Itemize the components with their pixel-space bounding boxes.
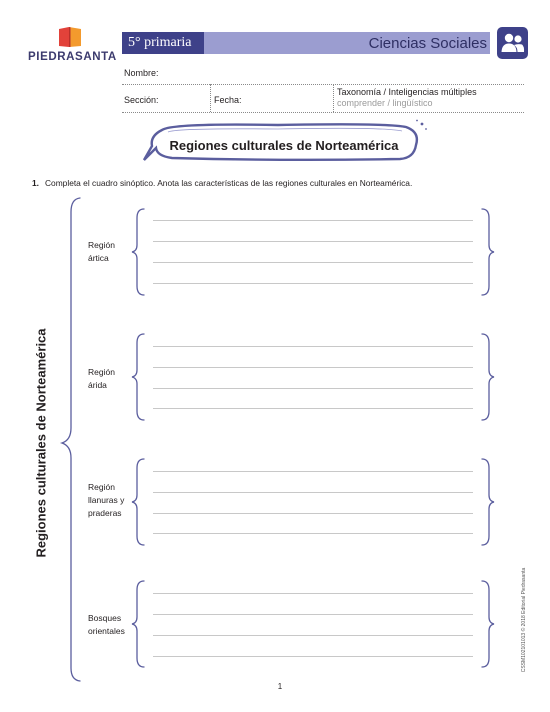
answer-line[interactable] bbox=[153, 635, 473, 636]
worksheet-title: Regiones culturales de Norteamérica bbox=[169, 138, 399, 153]
region-label-arid bbox=[88, 366, 148, 392]
region-label-line: Región bbox=[88, 367, 115, 377]
copyright-notice: CSSM102101013 © 2018 Editorial Piedrasanta bbox=[521, 567, 527, 673]
right-brace-forests bbox=[482, 581, 494, 667]
region-label-line: Bosques bbox=[88, 613, 122, 623]
answer-line[interactable] bbox=[153, 513, 473, 514]
answer-line[interactable] bbox=[153, 593, 473, 594]
region-label-line: llanuras y bbox=[88, 495, 125, 505]
answer-line[interactable] bbox=[153, 614, 473, 615]
answer-line[interactable] bbox=[153, 220, 473, 221]
region-label-plains bbox=[88, 481, 148, 520]
right-brace-plains bbox=[482, 459, 494, 545]
name-label: Nombre: bbox=[124, 68, 159, 78]
instruction-text: Completa el cuadro sinóptico. Anota las características de las regiones culturales en Norteamérica. bbox=[45, 178, 413, 188]
main-brace bbox=[62, 198, 80, 681]
answer-line[interactable] bbox=[153, 241, 473, 242]
region-label-line: praderas bbox=[88, 508, 122, 518]
region-label-line: Región bbox=[88, 482, 115, 492]
section-label: Sección: bbox=[124, 95, 159, 105]
right-brace-arctic bbox=[482, 209, 494, 295]
region-label-line: ártica bbox=[88, 253, 109, 263]
instruction-number: 1. bbox=[32, 178, 39, 188]
answer-line[interactable] bbox=[153, 656, 473, 657]
taxonomy-subtitle: comprender / lingüístico bbox=[337, 98, 433, 108]
answer-line[interactable] bbox=[153, 533, 473, 534]
answer-line[interactable] bbox=[153, 283, 473, 284]
answer-line[interactable] bbox=[153, 471, 473, 472]
diagram-root-label: Regiones culturales de Norteamérica bbox=[33, 328, 49, 558]
region-label-line: orientales bbox=[88, 626, 125, 636]
grade-label: 5° primaria bbox=[122, 32, 204, 54]
subject-title: Ciencias Sociales bbox=[368, 35, 487, 52]
answer-line[interactable] bbox=[153, 367, 473, 368]
region-label-line: árida bbox=[88, 380, 107, 390]
answer-line[interactable] bbox=[153, 388, 473, 389]
page-number: 1 bbox=[277, 682, 283, 691]
region-label-forests bbox=[88, 612, 148, 638]
answer-line[interactable] bbox=[153, 492, 473, 493]
region-label-arctic bbox=[88, 239, 148, 265]
publisher-logo: PIEDRASANTA bbox=[28, 51, 117, 63]
answer-line[interactable] bbox=[153, 408, 473, 409]
taxonomy-label: Taxonomía / Inteligencias múltiples bbox=[337, 87, 477, 97]
date-label: Fecha: bbox=[214, 95, 242, 105]
right-brace-arid bbox=[482, 334, 494, 420]
region-label-line: Región bbox=[88, 240, 115, 250]
answer-line[interactable] bbox=[153, 262, 473, 263]
answer-line[interactable] bbox=[153, 346, 473, 347]
